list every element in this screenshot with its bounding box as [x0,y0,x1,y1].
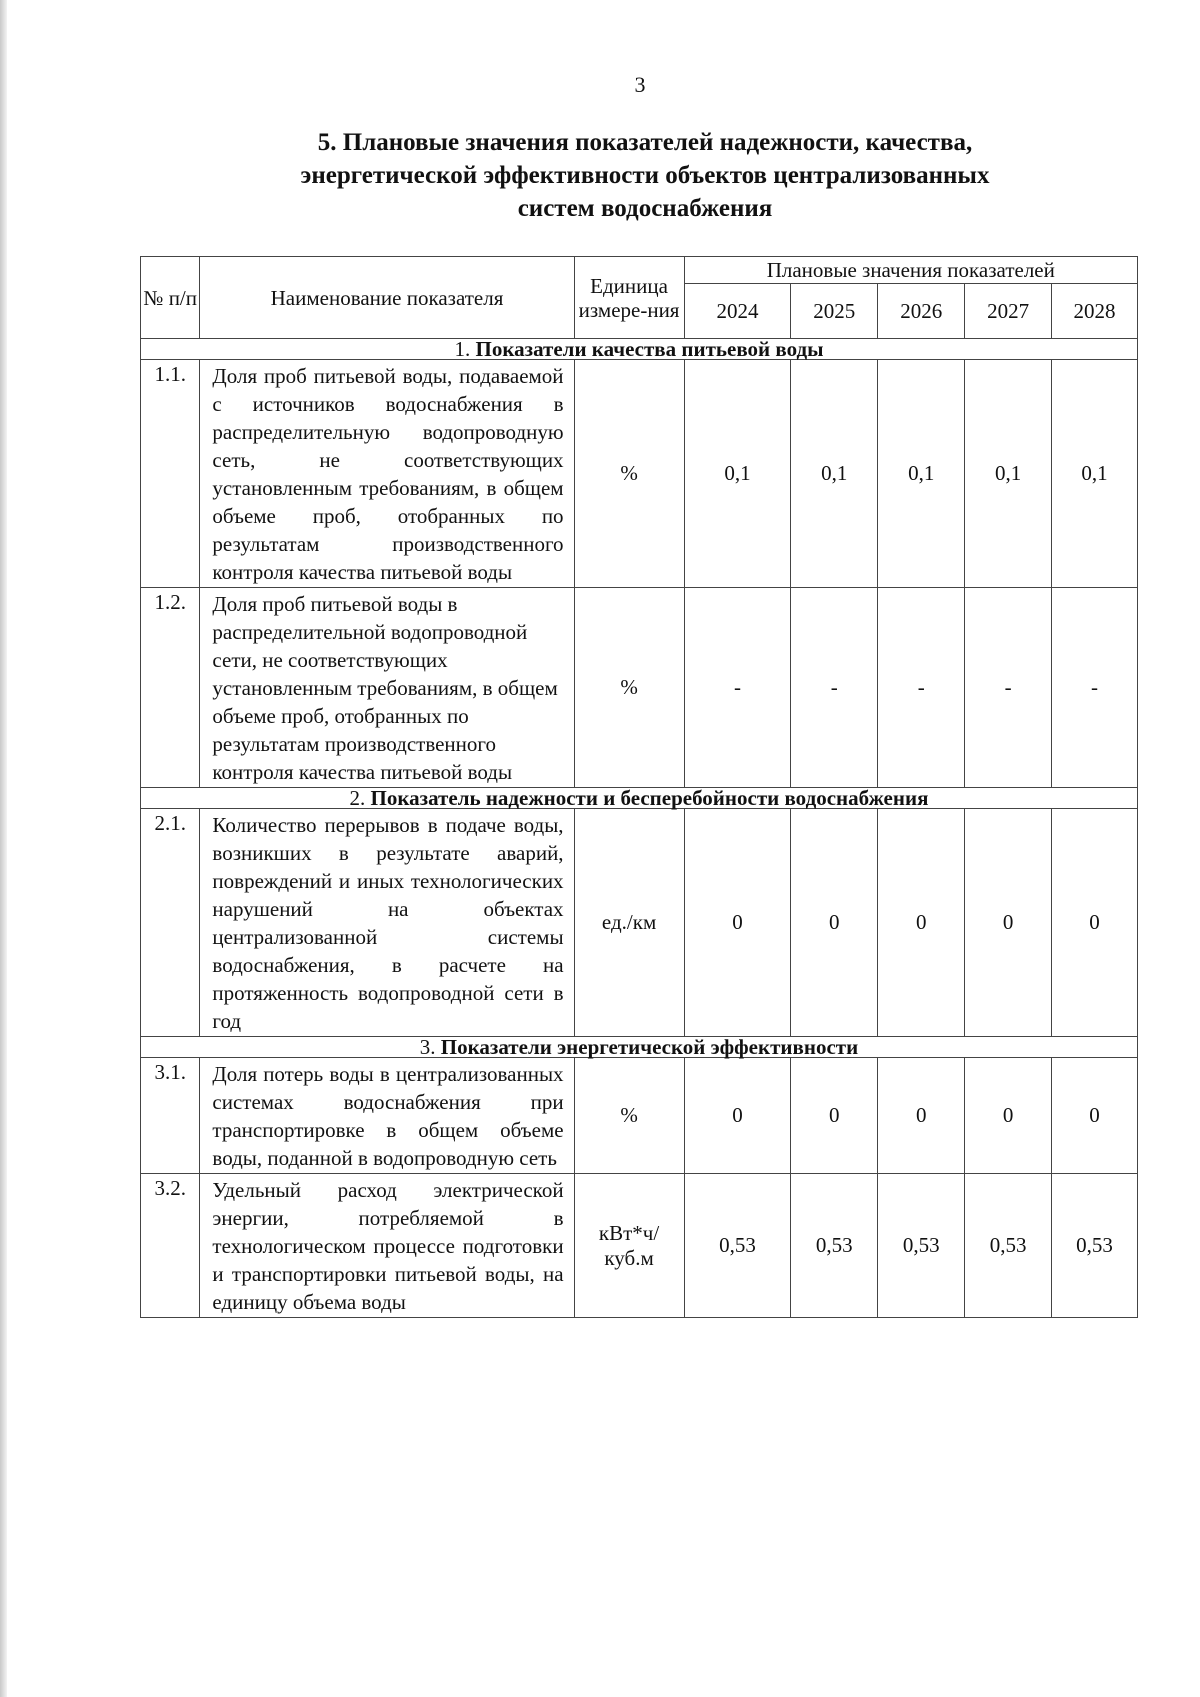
title-line-1: 5. Плановые значения показателей надежности, качества, [317,129,973,156]
table-row [141,588,1138,788]
value-cell: - [1052,588,1138,788]
value-cell: 0 [791,809,878,1037]
header-year: 2025 [791,284,878,339]
unit-cell: % [574,1058,684,1174]
header-year: 2026 [878,284,965,339]
unit-cell: % [574,588,684,788]
value-cell: - [965,588,1052,788]
row-number: 2.1. [141,809,200,1037]
section-heading [141,339,1138,360]
value-cell: 0,53 [791,1174,878,1318]
section-title: Показатели энергетической эффективности [440,1035,859,1059]
value-cell: 0,53 [1052,1174,1138,1318]
value-cell: 0,1 [1052,360,1138,588]
unit-cell: % [574,360,684,588]
indicator-name: Доля потерь воды в централизованных системах водоснабжения при транспортировке в общем объеме воды, поданной в водопроводную сеть [200,1058,574,1174]
value-cell: 0 [684,1058,791,1174]
page-number: 3 [634,72,646,97]
section-heading [141,1037,1138,1058]
section-number: 1. [454,337,471,361]
header-unit: Единица измере-ния [574,257,684,339]
value-cell: 0 [965,809,1052,1037]
section-title: Показатель надежности и бесперебойности водоснабжения [370,786,929,810]
scan-edge-shadow [0,0,7,1697]
section-heading [141,788,1138,809]
section-number: 2. [349,786,366,810]
document-title [230,126,1060,225]
value-cell: - [878,588,965,788]
indicator-name: Доля проб питьевой воды в распределительной водопроводной сети, не соответствующих установленным требованиям, в общем объеме проб, отобранных по результатам производственного контроля качества питьевой воды [200,588,574,788]
row-number: 1.1. [141,360,200,588]
indicators-table [140,256,1138,1318]
value-cell: 0,53 [965,1174,1052,1318]
header-year: 2024 [684,284,791,339]
value-cell: - [684,588,791,788]
title-line-2: энергетической эффективности объектов централизованных [300,162,990,189]
value-cell: 0,53 [684,1174,791,1318]
value-cell: 0,1 [684,360,791,588]
value-cell: 0 [1052,1058,1138,1174]
value-cell: 0 [684,809,791,1037]
section-number: 3. [419,1035,436,1059]
indicator-name: Количество перерывов в подаче воды, возникших в результате аварий, повреждений и иных технологических нарушений на объектах централизованной системы водоснабжения, в расчете на протяженность водопроводной сети в год [200,809,574,1037]
section-row [141,1037,1138,1058]
section-row [141,788,1138,809]
value-cell: 0 [878,1058,965,1174]
unit-cell: кВт*ч/ куб.м [574,1174,684,1318]
header-num: № п/п [141,257,200,339]
value-cell: - [791,588,878,788]
table-row [141,360,1138,588]
unit-cell: ед./км [574,809,684,1037]
header-year: 2028 [1052,284,1138,339]
header-year: 2027 [965,284,1052,339]
row-number: 1.2. [141,588,200,788]
table-row [141,1174,1138,1318]
table-row [141,1058,1138,1174]
indicator-name: Доля проб питьевой воды, подаваемой с источников водоснабжения в распределительную водопроводную сеть, не соответствующих установленным требованиям, в общем объеме проб, отобранных по результатам производственного контроля качества питьевой воды [200,360,574,588]
value-cell: 0 [878,809,965,1037]
row-number: 3.1. [141,1058,200,1174]
value-cell: 0 [791,1058,878,1174]
value-cell: 0,53 [878,1174,965,1318]
indicator-name: Удельный расход электрической энергии, потребляемой в технологическом процессе подготовки и транспортировки питьевой воды, на единицу объема воды [200,1174,574,1318]
value-cell: 0,1 [791,360,878,588]
table-row [141,809,1138,1037]
value-cell: 0,1 [965,360,1052,588]
value-cell: 0,1 [878,360,965,588]
section-title: Показатели качества питьевой воды [475,337,824,361]
value-cell: 0 [1052,809,1138,1037]
title-line-3: систем водоснабжения [517,195,773,222]
row-number: 3.2. [141,1174,200,1318]
section-row [141,339,1138,360]
header-planned: Плановые значения показателей [684,257,1137,284]
value-cell: 0 [965,1058,1052,1174]
header-name: Наименование показателя [200,257,574,339]
